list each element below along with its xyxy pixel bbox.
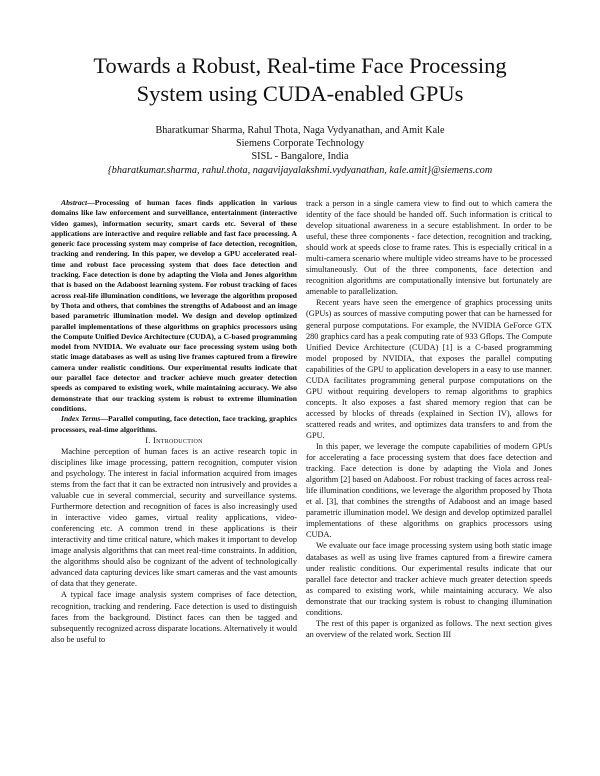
author-location: SISL - Bangalore, India [251,151,349,163]
paper-title-line-1: Towards a Robust, Real-time Face Processing [93,53,507,78]
author-names: Bharatkumar Sharma, Rahul Thota, Naga Vydyanathan, and Amit Kale [155,125,445,136]
author-block [40,124,560,177]
section-heading-introduction [51,435,297,446]
abstract-label: Abstract [61,198,88,207]
paper-title-line-2: System using CUDA-enabled GPUs [136,81,464,106]
right-paragraph-5: The rest of this paper is organized as follows. The next section gives an overview of the related work. Section III [306,618,552,639]
right-paragraph-4: We evaluate our face image processing system using both static image databases as well as using live frames captured from a firewire camera under realistic conditions. Our experimental results indicate that our parallel face detector and tracker achieve much greater detection speeds as compared to existing work, while maintaining accuracy. We also demonstrate that our tracking system is robust to changing illumination conditions. [306,541,552,617]
left-column [51,198,297,645]
section-number: I. [145,435,151,445]
paper-title [40,52,560,108]
abstract [51,198,297,414]
author-emails: {bharatkumar.sharma, rahul.thota, nagavijayalakshmi.vydyanathan, kale.amit}@siemens.com [107,164,493,176]
right-column [306,198,552,640]
right-paragraph-1: track a person in a single camera view to find out to which camera the identity of the face should be handed off. Such information is critical to develop situational awareness in a secure establishment. In order to be useful, these three components - face detection, recognition and tracking, should work at speeds close to frame rates. This is especially critical in a multi-camera scenario where multiple video streams have to be processed simultaneously. Out of the three components, face detection and recognition algorithms are computationally intensive but fortunately are amenable to parallelization. [306,199,552,297]
index-terms-body: —Parallel computing, face detection, face tracking, graphics processors, real-time algorithms. [51,414,297,434]
author-affiliation: Siemens Corporate Technology [235,138,365,150]
section-title: Introduction [153,435,203,445]
right-paragraph-3: In this paper, we leverage the compute capabilities of modern GPUs for accelerating a face processing system that does face detection and tracking. Face detection is done by adapting the Viola and Jones algorithm [2] based on Adaboost. For robust tracking of faces across real-life illumination conditions, we leverage the algorithm proposed by Thota et al. [3], that combines the strengths of Adaboost and an image based parametric illumination model. We design and develop optimized parallel implementations of these algorithms on graphics processors using CUDA. [306,442,552,540]
right-paragraph-2: Recent years have seen the emergence of graphics processing units (GPUs) as sources of massive computing power that can be harnessed for general purpose computations. For example, the NVIDIA GeForce GTX 280 graphics card has a peak computing rate of 933 Gflops. The Compute Unified Device Architecture (CUDA) [1] is a C-based programming model proposed by NVIDIA, that exposes the parallel computing capabilities of the GPU to application developers in a easy to use manner. CUDA facilitates programming general purpose computations on the GPU without requiring developers to remap algorithms to graphics concepts. It also exposes a fast shared memory region that can be accessed by blocks of threads (explained in Section IV), allows for scattered reads and writes, and optimizes data transfers to and from the GPU. [306,298,552,440]
left-paragraph-1: Machine perception of human faces is an active research topic in disciplines like image processing, pattern recognition, computer vision and psychology. The interest in facial information acquired from images stems from the fact that it can be extracted non intrusively and provides a valuable cue in several commercial, security and surveillance systems. Furthermore detection and recognition of faces is also increasingly used in interactive video games, virtual reality applications, video-conferencing etc. A common trend in these applications is their interactivity and time critical nature, which makes it important to develop image analysis algorithms that can meet real-time constraints. In addition, the algorithms should also be cognizant of the advent of technologically advanced data capturing devices like smart cameras and the vast amounts of data that they generate. [51,446,297,589]
index-terms-label: Index Terms [61,414,101,424]
left-paragraph-2: A typical face image analysis system comprises of face detection, recognition, tracking and rendering. Face detection is used to distinguish faces from the background. Distinct faces can then be tagged and subsequently recognized across disparate locations. Alternatively it would also be useful to [51,590,297,644]
abstract-body: —Processing of human faces finds application in various domains like law enforcement and surveillance, entertainment (interactive video games), information security, smart cards etc. Several of these applications are interactive and require reliable and fast face processing. A generic face processing system may comprise of face detection, recognition, tracking and rendering. In this paper, we develop a GPU accelerated real-time and robust face processing system that does face detection and tracking. Face detection is done by adapting the Viola and Jones algorithm that is based on the Adaboost learning system. For robust tracking of faces across real-life illumination conditions, we leverage the algorithm proposed by Thota and others, that combines the strengths of Adaboost and an image based parametric illumination model. We design and develop optimized parallel implementations of these algorithms on graphics processors using the Compute Unified Device Architecture (CUDA), a C-based programming model from NVIDIA. We evaluate our face processing system using both static image databases as well as using live frames captured from a firewire camera under realistic conditions. Our experimental results indicate that our parallel face detector and tracker achieve much greater detection speeds as compared to existing work, while maintaining accuracy. We also demonstrate that our tracking system is robust to extreme illumination conditions. [51,198,297,413]
index-terms [51,414,297,435]
